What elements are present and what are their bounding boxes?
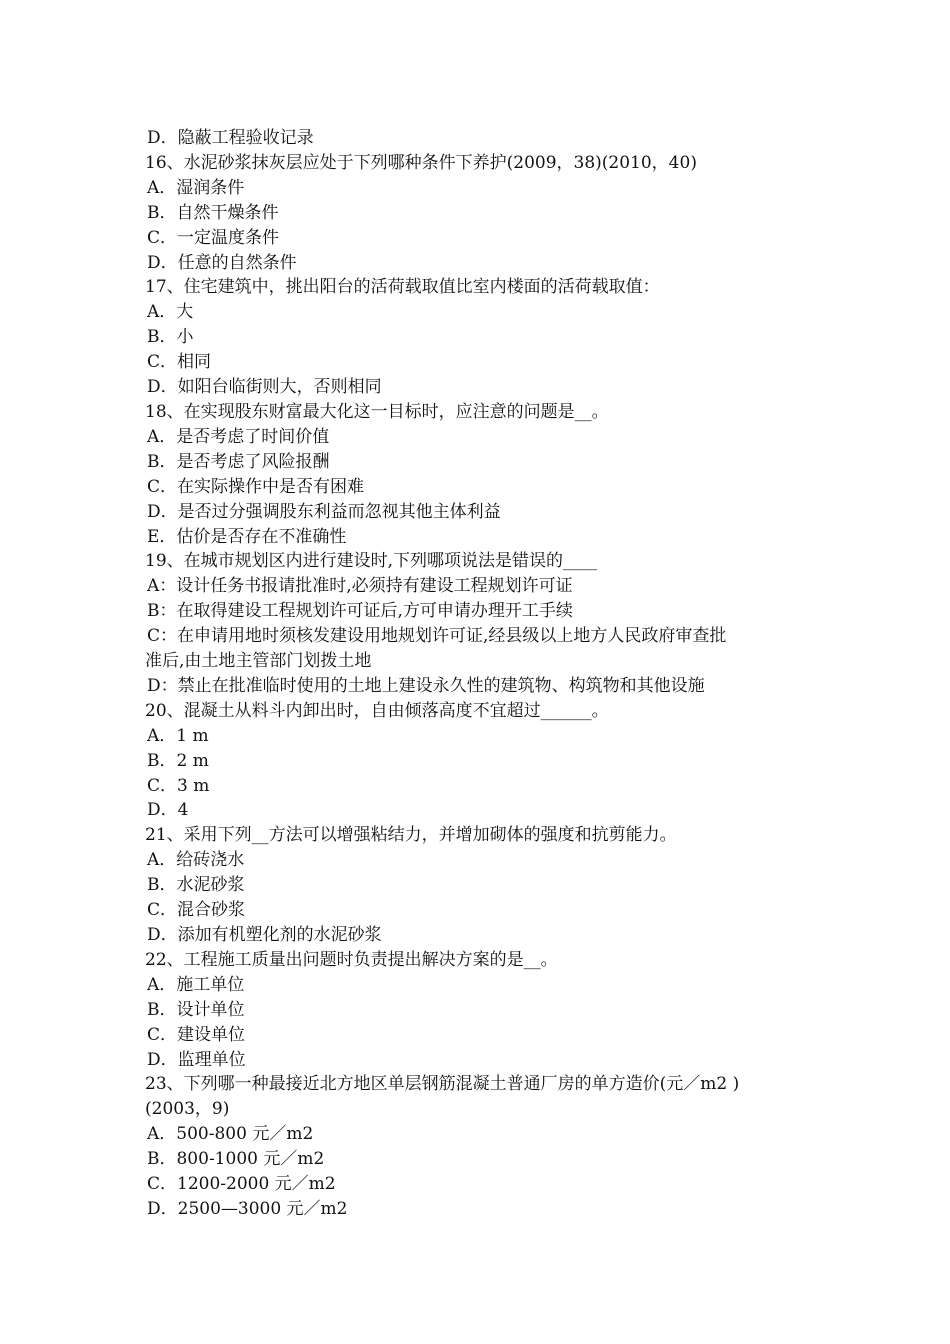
answer-option-line: C．1200-2000 元／m2: [147, 1174, 336, 1195]
question-text-line: 21、采用下列__方法可以增强粘结力，并增加砌体的强度和抗剪能力。: [145, 825, 677, 846]
answer-option-line: D．任意的自然条件: [147, 252, 297, 273]
answer-option-line: C．一定温度条件: [147, 227, 280, 248]
question-text-line: 16、水泥砂浆抹灰层应处于下列哪种条件下养护(2009，38)(2010，40): [145, 152, 697, 173]
question-text-line: 19、在城市规划区内进行建设时,下列哪项说法是错误的____: [145, 551, 598, 572]
answer-option-line: C．建设单位: [147, 1024, 246, 1045]
answer-option-line: A．1 m: [147, 725, 209, 746]
answer-option-line: B．水泥砂浆: [147, 875, 245, 896]
answer-option-line: B．设计单位: [147, 999, 245, 1020]
answer-option-line: B．小: [147, 327, 194, 348]
answer-option-line: C．在实际操作中是否有困难: [147, 476, 365, 497]
answer-option-line: A．施工单位: [147, 974, 245, 995]
answer-option-line: D．2500—3000 元／m2: [147, 1198, 348, 1219]
answer-option-line: D．4: [147, 800, 189, 821]
answer-option-line: A．湿润条件: [147, 177, 245, 198]
question-text-line: 18、在实现股东财富最大化这一目标时，应注意的问题是__。: [145, 401, 609, 422]
answer-option-line: A．给砖浇水: [147, 850, 245, 871]
answer-option-line: C．3 m: [147, 775, 210, 796]
answer-option-line: C．相同: [147, 352, 212, 373]
question-text-line: 22、工程施工质量出问题时负责提出解决方案的是__。: [145, 949, 558, 970]
answer-option-line: D．添加有机塑化剂的水泥砂浆: [147, 925, 382, 945]
answer-option-line: A．是否考虑了时间价值: [147, 426, 330, 447]
answer-option-line: C：在申请用地时须核发建设用地规划许可证,经县级以上地方人民政府审查批: [147, 626, 727, 647]
answer-option-line: E．估价是否存在不准确性: [147, 526, 347, 547]
question-text-line: 准后,由土地主管部门划拨土地: [145, 651, 372, 672]
question-text-line: 20、混凝土从料斗内卸出时，自由倾落高度不宜超过______。: [145, 700, 609, 721]
answer-option-line: A．500-800 元／m2: [147, 1124, 314, 1145]
question-text-line: 23、下列哪一种最接近北方地区单层钢筋混凝土普通厂房的单方造价(元／m2 ): [145, 1074, 740, 1095]
answer-option-line: A．大: [147, 302, 194, 323]
answer-option-line: D．监理单位: [147, 1049, 246, 1070]
answer-option-line: B．2 m: [147, 750, 209, 771]
question-text-line: 17、住宅建筑中，挑出阳台的活荷载取值比室内楼面的活荷载取值：: [145, 277, 660, 298]
answer-option-line: B．自然干燥条件: [147, 202, 279, 223]
answer-option-line: B．是否考虑了风险报酬: [147, 451, 330, 472]
answer-option-line: C．混合砂浆: [147, 900, 246, 921]
answer-option-line: D：禁止在批准临时使用的土地上建设永久性的建筑物、构筑物和其他设施: [147, 675, 705, 696]
answer-option-line: D．是否过分强调股东利益而忽视其他主体利益: [147, 501, 501, 522]
answer-option-line: A：设计任务书报请批准时,必须持有建设工程规划许可证: [147, 576, 573, 597]
answer-option-line: D．如阳台临街则大，否则相同: [147, 377, 382, 398]
question-text-line: (2003，9): [145, 1099, 230, 1120]
document-body: [145, 126, 815, 1222]
answer-option-line: B．800-1000 元／m2: [147, 1149, 325, 1170]
answer-option-line: B：在取得建设工程规划许可证后,方可申请办理开工手续: [147, 601, 573, 622]
answer-option-line: D．隐蔽工程验收记录: [147, 128, 314, 148]
